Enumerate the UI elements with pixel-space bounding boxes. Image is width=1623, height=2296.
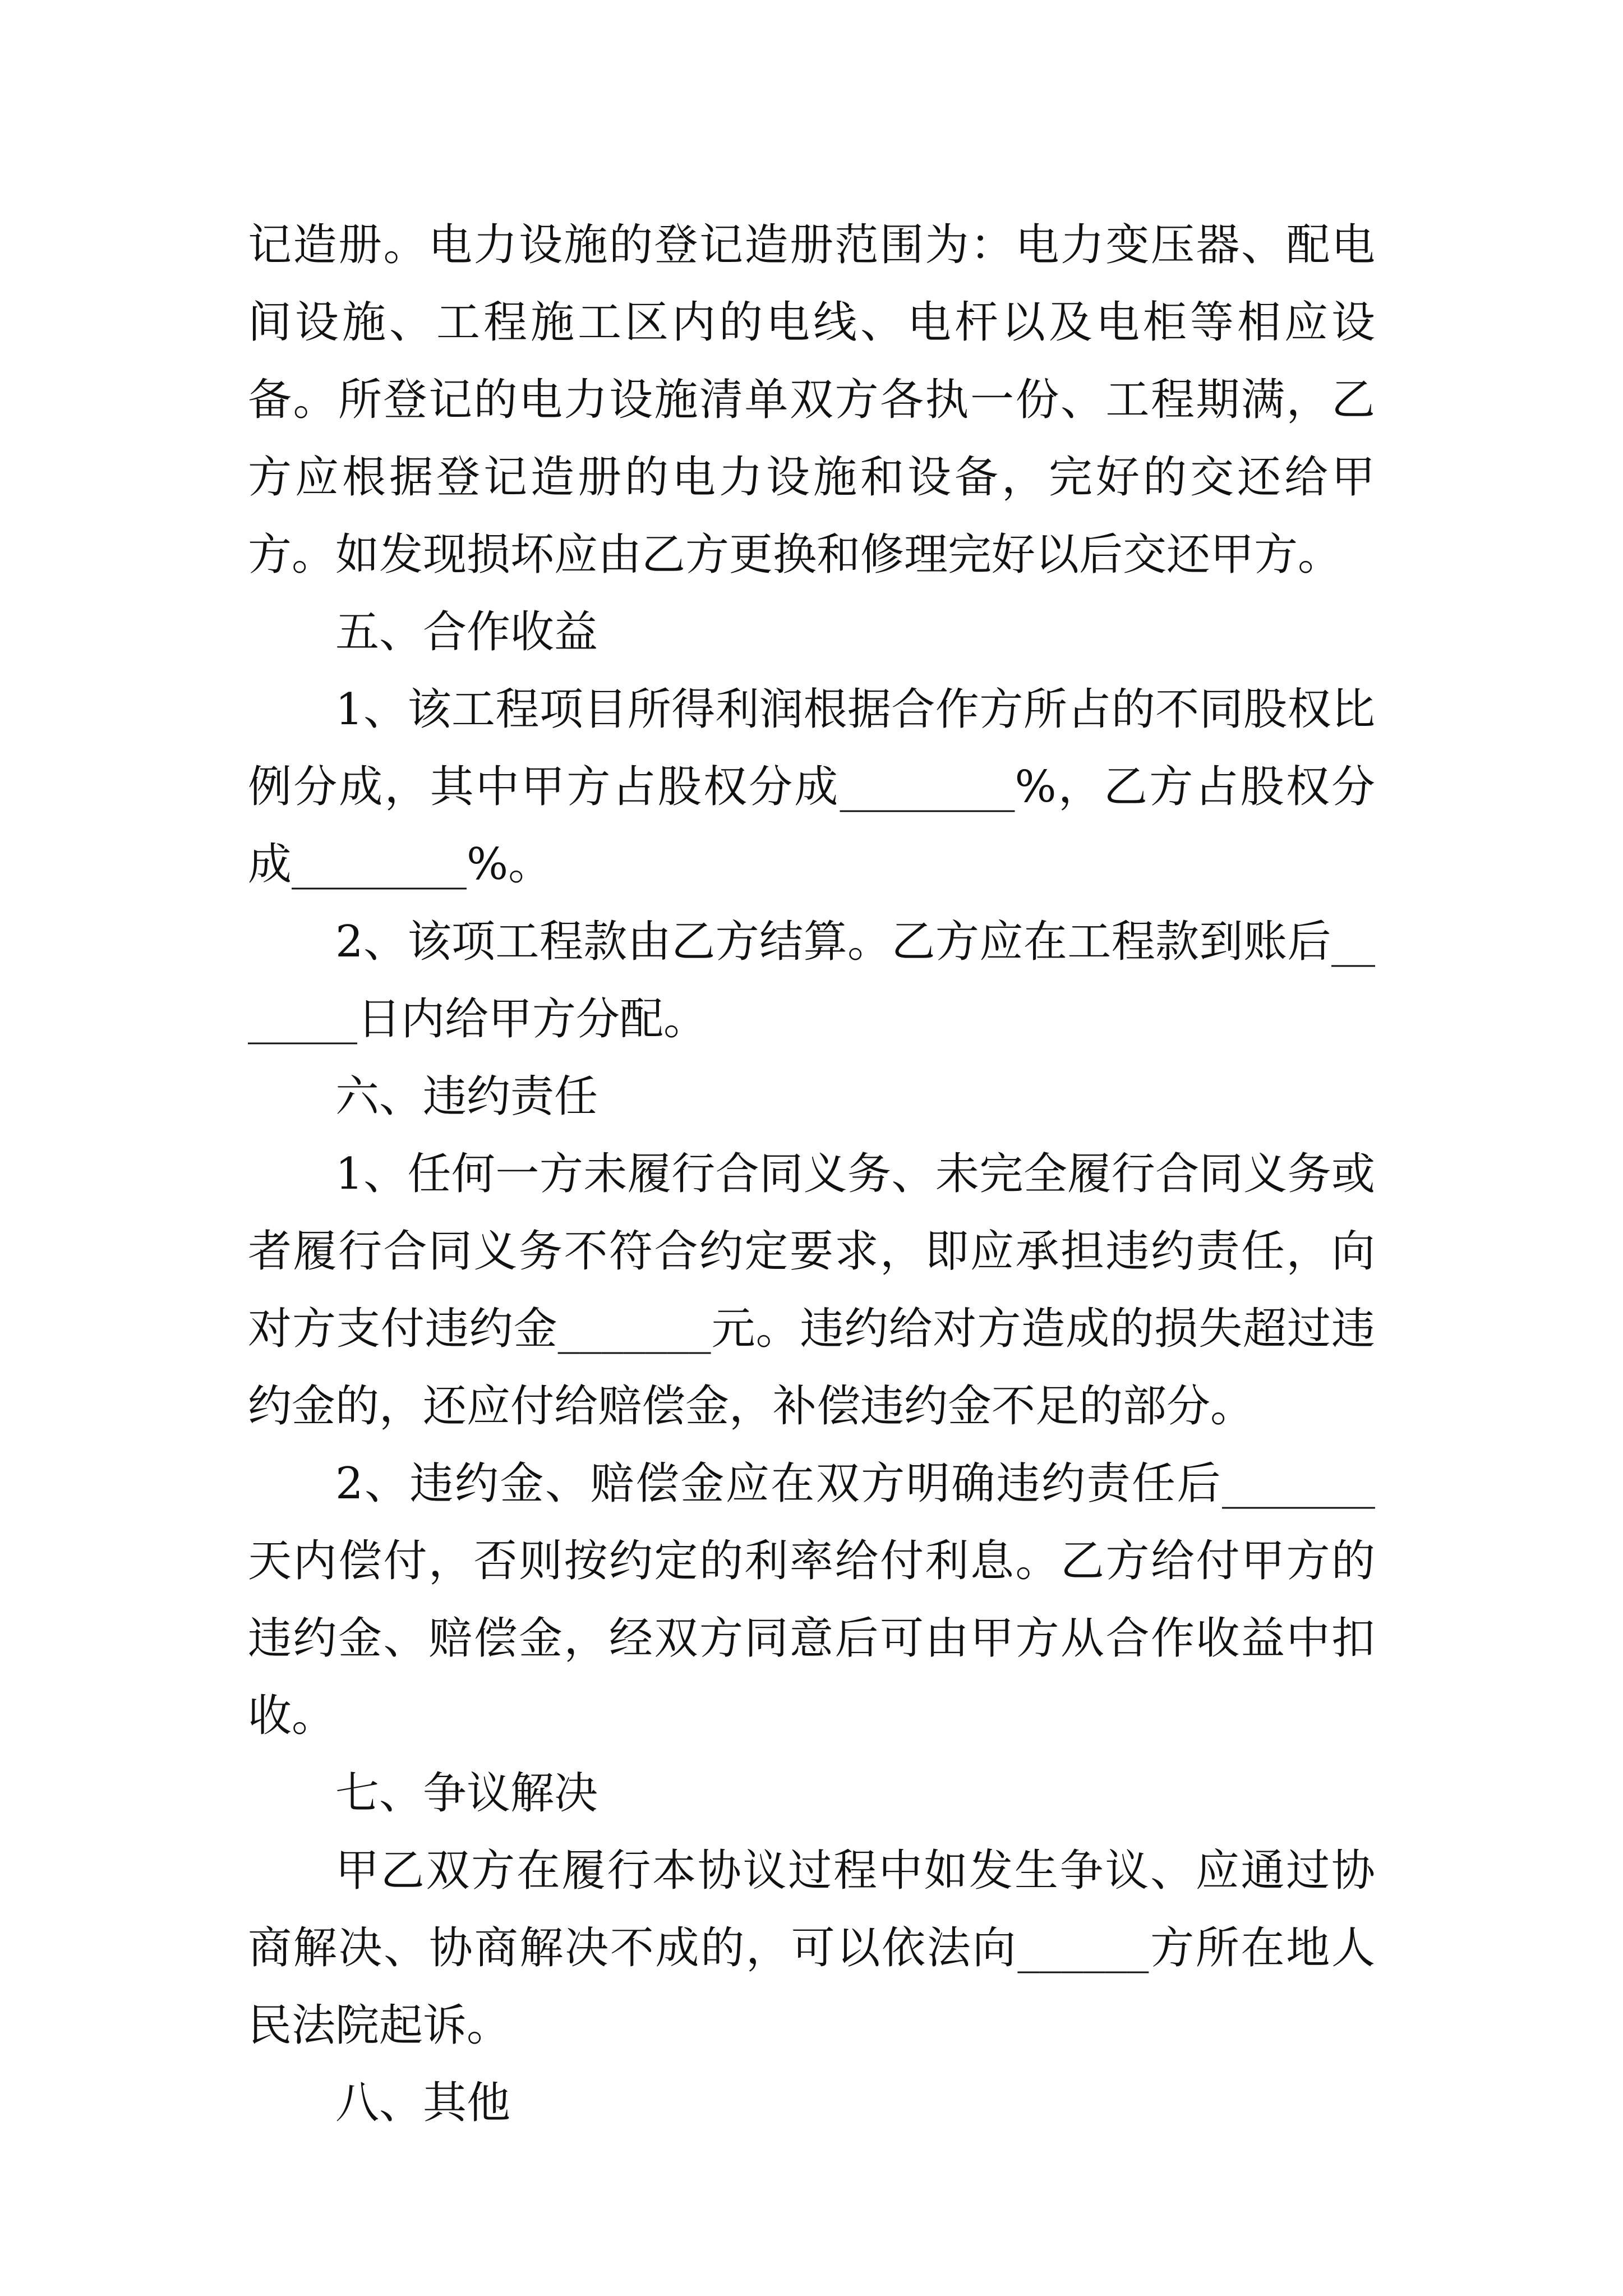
- document-body: [248, 206, 1375, 2142]
- section-heading-breach-liability: 六、违约责任: [335, 1071, 598, 1122]
- paragraph-settlement: 2、该项工程款由乙方结算。乙方应在工程款到账后_______日内给甲方分配。: [248, 917, 1375, 1045]
- section-heading-cooperation-income: 五、合作收益: [335, 607, 598, 657]
- section-heading-dispute-resolution: 七、争议解决: [335, 1768, 598, 1819]
- paragraph-dispute-court: 甲乙双方在履行本协议过程中如发生争议、应通过协商解决、协商解决不成的，可以依法向______方所在地人民法院起诉。: [248, 1846, 1375, 2051]
- paragraph-breach-penalty: 1、任何一方未履行合同义务、未完全履行合同义务或者履行合同义务不符合约定要求，即应承担违约责任，向对方支付违约金_______元。违约给对方造成的损失超过违约金的，还应付给赔偿金，补偿违约金不足的部分。: [248, 1149, 1375, 1432]
- paragraph-profit-sharing: 1、该工程项目所得利润根据合作方所占的不同股权比例分成，其中甲方占股权分成________%，乙方占股权分成________%。: [248, 684, 1375, 890]
- section-heading-other: 八、其他: [335, 2078, 511, 2128]
- paragraph-continued-registration: 记造册。电力设施的登记造册范围为：电力变压器、配电间设施、工程施工区内的电线、电杆以及电柜等相应设备。所登记的电力设施清单双方各执一份、工程期满，乙方应根据登记造册的电力设施和设备，完好的交还给甲方。如发现损坏应由乙方更换和修理完好以后交还甲方。: [248, 220, 1375, 580]
- paragraph-compensation-payment: 2、违约金、赔偿金应在双方明确违约责任后_______天内偿付，否则按约定的利率给付利息。乙方给付甲方的违约金、赔偿金，经双方同意后可由甲方从合作收益中扣收。: [248, 1458, 1375, 1741]
